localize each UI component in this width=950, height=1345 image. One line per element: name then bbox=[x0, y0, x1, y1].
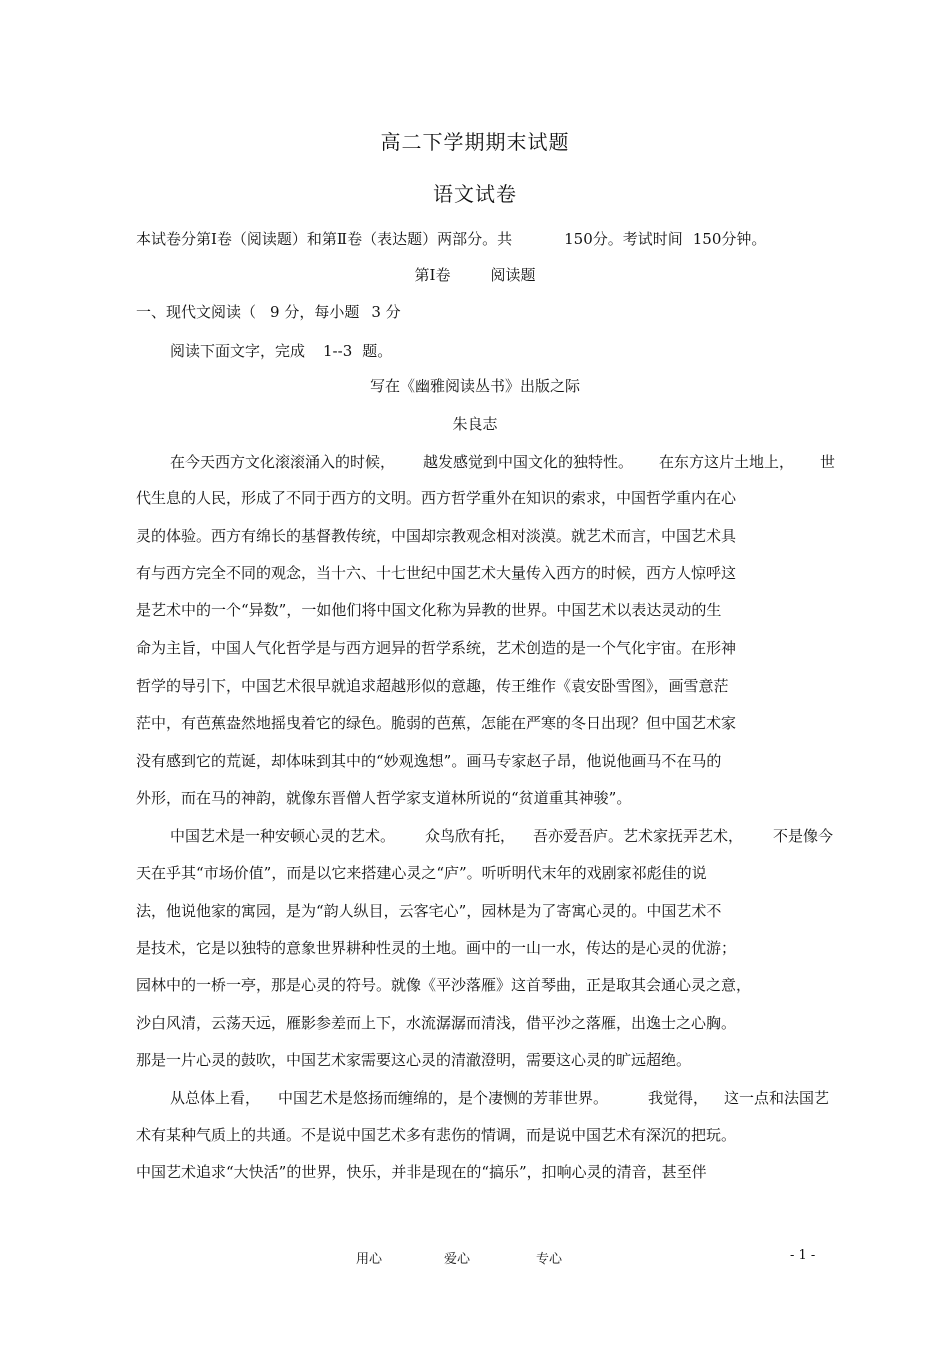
footer-word: 爱心 bbox=[444, 1252, 471, 1267]
paragraph-line: 命为主旨，中国人气化哲学是与西方迥异的哲学系统，艺术创造的是一个气化宇宙。在形神 bbox=[136, 639, 737, 657]
paragraph-line bbox=[170, 451, 835, 472]
page-number: - 1 - bbox=[790, 1248, 816, 1263]
exam-intro bbox=[136, 228, 766, 249]
paragraph-line: 是技术，它是以独特的意象世界耕种性灵的土地。画中的一山一水，传达的是心灵的优游； bbox=[136, 939, 737, 957]
paragraph-line: 灵的体验。西方有绵长的基督教传统，中国却宗教观念相对淡漠。就艺术而言，中国艺术具 bbox=[136, 527, 737, 545]
line-segment: 越发感觉到中国文化的独特性。 bbox=[423, 453, 634, 471]
line-segment: 在今天西方文化滚滚涌入的时候， bbox=[170, 453, 396, 471]
footer-word: 专心 bbox=[536, 1252, 563, 1267]
intro-part-2: 150分。考试时间 bbox=[564, 230, 683, 248]
instruction-part: 阅读下面文字，完成 bbox=[170, 342, 306, 360]
paragraph-line: 哲学的导引下，中国艺术很早就追求超越形似的意趣，传王维作《袁安卧雪图》，画雪意茫 bbox=[136, 677, 729, 695]
paragraph-line: 那是一片心灵的鼓吹，中国艺术家需要这心灵的清澈澄明，需要这心灵的旷远超绝。 bbox=[136, 1051, 692, 1069]
paragraph-line: 外形，而在马的神韵，就像东晋僧人哲学家支道林所说的“贫道重其神骏”。 bbox=[136, 789, 632, 807]
section-label: 第Ⅰ卷 bbox=[414, 266, 451, 284]
question-instruction bbox=[170, 340, 392, 361]
paragraph-line: 是艺术中的一个“异数”，一如他们将中国文化称为异教的世界。中国艺术以表达灵动的生 bbox=[136, 601, 722, 619]
article-title: 写在《幽雅阅读丛书》出版之际 bbox=[369, 377, 580, 395]
paragraph-line: 术有某种气质上的共通。不是说中国艺术多有悲伤的情调，而是说中国艺术有深沉的把玩。 bbox=[136, 1126, 737, 1144]
instruction-part: 题。 bbox=[362, 342, 393, 360]
line-segment: 不是像今 bbox=[773, 827, 834, 845]
line-segment: 吾亦爱吾庐。艺术家抚弄艺术， bbox=[533, 827, 744, 845]
question-heading bbox=[136, 301, 401, 322]
paragraph-line: 沙白风清，云荡天远，雁影参差而上下，水流潺潺而清浅，借平沙之落雁，出逸士之心胸。 bbox=[136, 1014, 737, 1032]
question-heading-part: 一、现代文阅读（ bbox=[136, 303, 257, 321]
question-heading-part: 9 分，每小题 bbox=[270, 303, 360, 321]
line-segment: 世 bbox=[820, 453, 836, 471]
footer-word: 用心 bbox=[356, 1252, 383, 1267]
section-heading bbox=[0, 264, 950, 285]
paragraph-line: 中国艺术追求“大快活”的世界，快乐，并非是现在的“搞乐”，扣响心灵的清音，甚至伴 bbox=[136, 1163, 707, 1181]
paragraph-line bbox=[170, 825, 833, 846]
paragraph-line bbox=[170, 1087, 829, 1108]
intro-part-1: 本试卷分第Ⅰ卷（阅读题）和第Ⅱ卷（表达题）两部分。共 bbox=[136, 230, 513, 248]
exam-title: 高二下学期期末试题 bbox=[380, 130, 570, 154]
paragraph-line: 没有感到它的荒诞，却体味到其中的“妙观逸想”。画马专家赵子昂，他说他画马不在马的 bbox=[136, 752, 722, 770]
line-segment: 在东方这片土地上， bbox=[659, 453, 795, 471]
paragraph-line: 茫中，有芭蕉盎然地摇曳着它的绿色。脆弱的芭蕉，怎能在严寒的冬日出现？但中国艺术家 bbox=[136, 714, 737, 732]
intro-part-3: 150分钟。 bbox=[692, 230, 767, 248]
line-segment: 我觉得， bbox=[648, 1089, 709, 1107]
line-segment: 中国艺术是一种安顿心灵的艺术。 bbox=[170, 827, 396, 845]
article-author: 朱良志 bbox=[452, 415, 498, 433]
exam-subtitle: 语文试卷 bbox=[433, 182, 517, 206]
paragraph-line: 法，他说他家的寓园，是为“韵人纵目，云客宅心”，园林是为了寄寓心灵的。中国艺术不 bbox=[136, 902, 722, 920]
line-segment: 从总体上看， bbox=[170, 1089, 261, 1107]
section-name: 阅读题 bbox=[490, 266, 536, 284]
question-heading-part: 3 分 bbox=[371, 303, 401, 321]
line-segment: 中国艺术是悠扬而缠绵的，是个凄恻的芳菲世界。 bbox=[278, 1089, 609, 1107]
line-segment: 这一点和法国艺 bbox=[724, 1089, 830, 1107]
line-segment: 众鸟欣有托， bbox=[425, 827, 516, 845]
paragraph-line: 代生息的人民，形成了不同于西方的文明。西方哲学重外在知识的索求，中国哲学重内在心 bbox=[136, 489, 737, 507]
instruction-part: 1--3 bbox=[323, 342, 353, 360]
paragraph-line: 园林中的一桥一亭，那是心灵的符号。就像《平沙落雁》这首琴曲，正是取其会通心灵之意， bbox=[136, 976, 752, 994]
paragraph-line: 天在乎其“市场价值”，而是以它来搭建心灵之“庐”。听听明代末年的戏剧家祁彪佳的说 bbox=[136, 864, 707, 882]
paragraph-line: 有与西方完全不同的观念，当十六、十七世纪中国艺术大量传入西方的时候，西方人惊呼这 bbox=[136, 564, 737, 582]
